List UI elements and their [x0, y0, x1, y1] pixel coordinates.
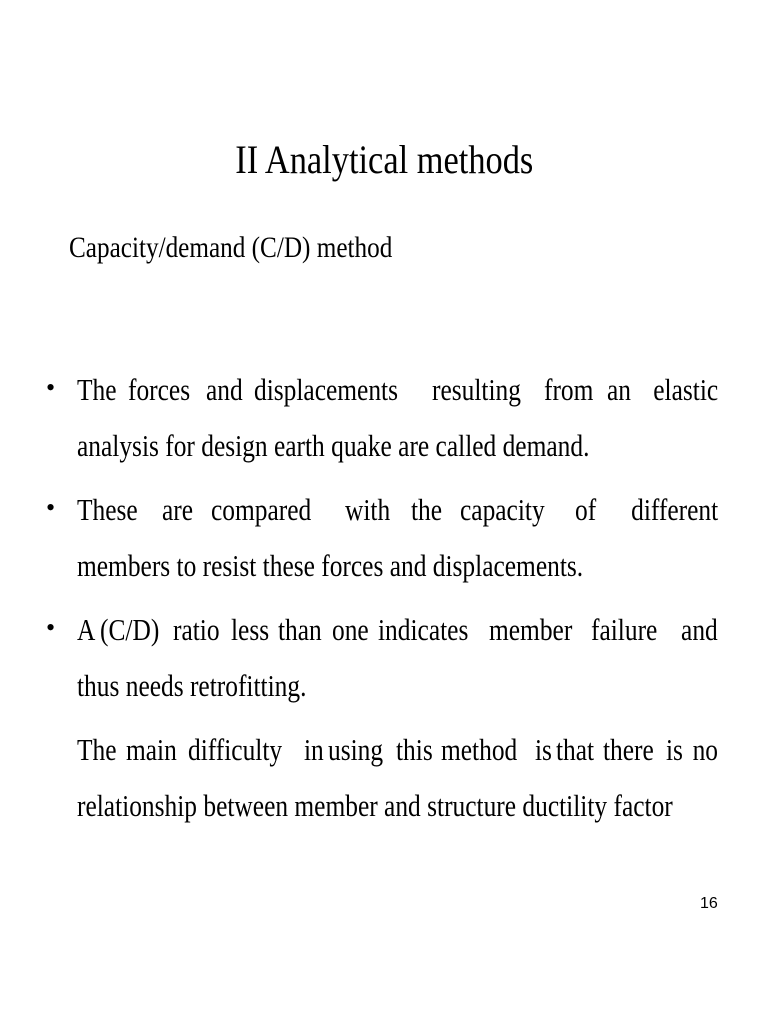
note-paragraph: [42, 722, 718, 834]
word: that: [556, 732, 595, 767]
note-line: relationship between member and structure ductility factor: [77, 788, 673, 823]
word: the: [411, 492, 443, 527]
word: of: [574, 492, 596, 527]
word: and: [206, 372, 244, 407]
word: is: [534, 732, 552, 767]
word: (C/D): [100, 612, 160, 647]
bullet-item: [42, 602, 718, 714]
word: difficulty: [188, 732, 283, 767]
bullet-item: [42, 362, 718, 474]
word: one: [332, 612, 370, 647]
word: These: [77, 492, 138, 527]
bullet-dot-icon: •: [46, 373, 56, 402]
word: failure: [591, 612, 658, 647]
word: method: [441, 732, 518, 767]
word: The: [77, 372, 117, 407]
word: less: [230, 612, 270, 647]
word: The: [77, 732, 117, 767]
word: in: [303, 732, 324, 767]
word: no: [692, 732, 718, 767]
word: member: [489, 612, 573, 647]
bullet-dot-icon: •: [46, 613, 56, 642]
word: an: [606, 372, 631, 407]
word: forces: [127, 372, 191, 407]
slide-subtitle: Capacity/demand (C/D) method: [69, 231, 393, 264]
slide-title: [0, 128, 768, 192]
word: with: [344, 492, 390, 527]
page-number: 16: [700, 895, 718, 912]
word: is: [665, 732, 683, 767]
word: than: [278, 612, 323, 647]
bullet-line: members to resist these forces and displacements.: [77, 548, 584, 583]
word: main: [125, 732, 177, 767]
slide-title-text: II Analytical methods: [234, 137, 534, 182]
word: capacity: [460, 492, 545, 527]
word: ratio: [173, 612, 220, 647]
bullet-item: [42, 482, 718, 594]
word: elastic: [652, 372, 718, 407]
word: indicates: [378, 612, 469, 647]
word: compared: [211, 492, 312, 527]
word: and: [681, 612, 718, 647]
bullet-list: [42, 362, 718, 834]
bullet-line-justified: [77, 602, 718, 658]
word: there: [603, 732, 655, 767]
bullet-line-justified: [77, 362, 718, 418]
bullet-line: analysis for design earth quake are called demand.: [77, 428, 590, 463]
word: displacements: [254, 372, 399, 407]
word: different: [630, 492, 718, 527]
word: A: [77, 612, 96, 647]
word: this: [396, 732, 433, 767]
bullet-line-justified: [77, 482, 718, 538]
word: using: [328, 732, 384, 767]
note-line-justified: [77, 722, 718, 778]
bullet-dot-icon: •: [46, 493, 56, 522]
word: resulting: [432, 372, 522, 407]
bullet-line: thus needs retrofitting.: [77, 668, 307, 703]
word: are: [162, 492, 194, 527]
word: from: [543, 372, 594, 407]
